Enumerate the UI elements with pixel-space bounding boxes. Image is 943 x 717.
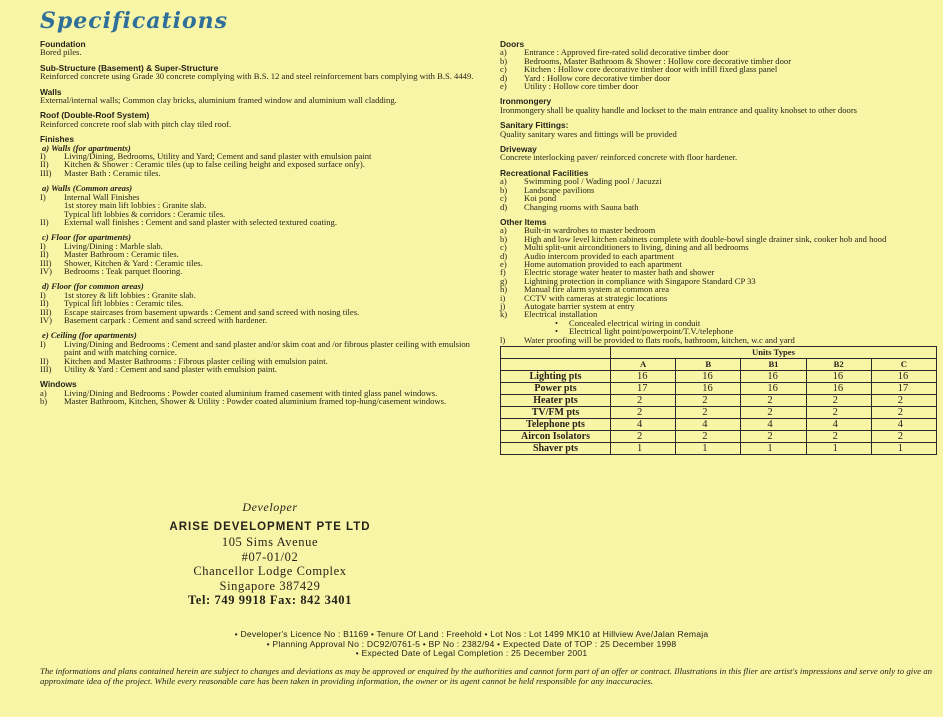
table-row <box>501 431 937 443</box>
table-cell: 4 <box>806 419 871 431</box>
item-label: a) <box>40 387 47 398</box>
column-header: A <box>611 359 676 371</box>
table-cell: 16 <box>806 371 871 383</box>
section-heading: Windows <box>40 379 77 390</box>
item-label: IV) <box>40 265 52 276</box>
table-cell: 2 <box>741 431 806 443</box>
bullet-icon: • <box>555 317 559 328</box>
table-row <box>501 407 937 419</box>
section-text: Ironmongery shall be quality handle and lockset to the main entrance and quality knobset to other doors <box>500 104 858 115</box>
table-cell: 1 <box>871 443 936 455</box>
subsection-heading: a) Walls (for apartments) <box>42 142 131 153</box>
table-cell: 16 <box>741 371 806 383</box>
section-heading: Roof (Double-Roof System) <box>40 110 150 121</box>
item-text: Living/Dining, Bedrooms, Utility and Yard; Cement and sand plaster with emulsion paint <box>64 151 372 162</box>
left-column <box>40 40 480 413</box>
table-cell: 2 <box>806 431 871 443</box>
item-text: Electrical light point/powerpoint/T.V./telephone <box>569 326 734 337</box>
item-label: IV) <box>40 314 52 325</box>
developer-block <box>120 500 420 608</box>
item-label: I) <box>40 338 46 349</box>
item-text: Utility & Yard : Cement and sand plaster with emulsion paint. <box>64 364 277 374</box>
table-cell: 4 <box>741 419 806 431</box>
info-line: • Planning Approval No : DC92/0761-5 • BP No : 2382/94 • Expected Date of TOP : 25 December 1998 <box>266 638 677 649</box>
table-cell: 1 <box>611 443 676 455</box>
table-cell: 2 <box>676 407 741 419</box>
table-header-row <box>501 347 937 359</box>
section-text: External/internal walls; Common clay bricks, aluminium framed window and aluminium wall cladding. <box>40 95 397 106</box>
item-text: Master Bath : Ceramic tiles. <box>64 167 161 178</box>
subsection-heading: a) Walls (Common areas) <box>42 183 133 194</box>
item-text: Bedrooms, Master Bathroom & Shower : Hollow core decorative timber door <box>524 55 792 66</box>
item-label: III) <box>40 167 52 178</box>
section-heading: Foundation <box>40 39 86 49</box>
units-table <box>500 346 937 455</box>
column-header: B1 <box>741 359 806 371</box>
item-text: Basement carpark : Cement and sand screed with hardener. <box>64 314 268 325</box>
address-line: 105 Sims Avenue <box>221 535 319 549</box>
table-corner-cell <box>501 359 611 371</box>
table-cell: 2 <box>871 407 936 419</box>
item-text: 1st storey & lift lobbies : Granite slab. <box>64 289 196 300</box>
item-text: Kitchen : Hollow core decorative timber door with infill fixed glass panel <box>524 64 778 75</box>
table-row <box>501 419 937 431</box>
item-text: Entrance : Approved fire-rated solid decorative timber door <box>524 47 729 58</box>
item-text: Bedrooms : Teak parquet flooring. <box>64 265 183 276</box>
doors-section <box>500 40 940 90</box>
item-text: Built-in wardrobes to master bedroom <box>524 225 656 236</box>
item-text: 1st storey main lift lobbies : Granite slab. <box>64 200 207 211</box>
item-text: Manual fire alarm system at common area <box>524 284 670 295</box>
foundation-section <box>40 40 480 57</box>
item-label: g) <box>500 275 508 286</box>
table-row <box>501 395 937 407</box>
table-cell: 2 <box>611 431 676 443</box>
table-cell: 16 <box>806 383 871 395</box>
item-label: h) <box>500 284 508 295</box>
item-text: Changing rooms with Sauna bath <box>524 201 639 212</box>
item-text: Typical lift lobbies : Ceramic tiles. <box>64 298 184 309</box>
row-label: Aircon Isolators <box>501 431 611 443</box>
item-text: Escape staircases from basement upwards : Cement and sand screed with nosing tiles. <box>64 306 360 317</box>
section-heading: Recreational Facilities <box>500 167 589 178</box>
item-label: b) <box>40 396 48 407</box>
section-heading: Driveway <box>500 144 537 155</box>
item-label: I) <box>40 240 46 251</box>
list-item <box>500 310 940 318</box>
table-row <box>501 383 937 395</box>
item-text: Typical lift lobbies & corridors : Ceramic tiles. <box>64 208 226 219</box>
item-text: Lightning protection in compliance with Singapore Standard CP 33 <box>524 275 756 286</box>
column-header: C <box>871 359 936 371</box>
row-label: TV/FM pts <box>501 407 611 419</box>
column-header: B2 <box>806 359 871 371</box>
item-text: Living/Dining : Marble slab. <box>64 240 163 251</box>
item-text: Shower, Kitchen & Yard : Ceramic tiles. <box>64 257 203 268</box>
item-text: Utility : Hollow core timber door <box>524 81 639 92</box>
table-cell: 1 <box>676 443 741 455</box>
item-label: d) <box>500 72 508 83</box>
section-text: Reinforced concrete roof slab with pitch clay tiled roof. <box>40 118 232 129</box>
address-line: Chancellor Lodge Complex <box>193 564 347 578</box>
project-info <box>0 630 943 659</box>
section-text: Bored piles. <box>40 47 82 58</box>
recreational-section <box>500 169 940 211</box>
table-cell: 16 <box>611 371 676 383</box>
item-text: Yard : Hollow core decorative timber door <box>524 72 671 83</box>
item-label: e) <box>500 81 507 92</box>
item-text: Living/Dining and Bedrooms : Cement and sand plaster and/or skim coat and /or fibrous plaster ceiling with emulsion paint and with matching cornice. <box>64 338 470 358</box>
address-line: Singapore 387429 <box>219 578 321 593</box>
table-cell: 4 <box>676 419 741 431</box>
item-text: Living/Dining and Bedrooms : Powder coated aluminium framed casement with tinted glass panel windows. <box>64 387 438 398</box>
walls-common-section <box>40 184 480 226</box>
item-text: Home automation provided to each apartment <box>524 258 682 269</box>
item-label: a) <box>500 225 507 236</box>
table-cell: 17 <box>871 383 936 395</box>
item-label: I) <box>40 191 46 202</box>
substructure-section <box>40 64 480 81</box>
item-label: II) <box>40 298 49 309</box>
item-text: Multi split-unit airconditioners to living, dining and all bedrooms <box>524 242 749 253</box>
item-label: k) <box>500 309 508 320</box>
item-text: Electric storage water heater to master bath and shower <box>524 267 715 278</box>
item-label: II) <box>40 216 49 227</box>
item-text: Kitchen and Master Bathrooms : Fibrous plaster ceiling with emulsion paint. <box>64 355 328 366</box>
subsection-heading: e) Ceiling (for apartments) <box>42 330 137 341</box>
item-label <box>40 201 64 209</box>
item-text: External wall finishes : Cement and sand plaster with selected textured coating. <box>64 216 338 227</box>
item-text: Master Bathroom : Ceramic tiles. <box>64 249 179 260</box>
table-cell: 2 <box>611 407 676 419</box>
table-row <box>501 371 937 383</box>
row-label: Heater pts <box>501 395 611 407</box>
units-types-header: Units Types <box>611 347 937 359</box>
subsection-heading: d) Floor (for common areas) <box>42 281 144 292</box>
floor-common-section <box>40 282 480 324</box>
ceiling-section <box>40 331 480 373</box>
list-item <box>40 340 480 357</box>
row-label: Power pts <box>501 383 611 395</box>
item-label: I) <box>40 151 46 162</box>
walls-apartments-section <box>40 144 480 178</box>
list-item <box>500 186 940 194</box>
item-text: CCTV with cameras at strategic locations <box>524 292 668 303</box>
section-heading: Walls <box>40 86 62 97</box>
item-label: II) <box>40 159 49 170</box>
item-label: III) <box>40 306 52 317</box>
right-column <box>500 40 940 351</box>
list-item <box>500 82 940 90</box>
list-item <box>500 203 940 211</box>
company-name: ARISE DEVELOPMENT PTE LTD <box>169 521 371 533</box>
item-text: Kitchen & Shower : Ceramic tiles (up to false ceiling height and exposed surface only). <box>64 159 365 170</box>
table-cell: 16 <box>676 371 741 383</box>
sanitary-section <box>500 121 940 138</box>
other-items-section <box>500 218 940 344</box>
section-heading: Ironmongery <box>500 96 552 107</box>
list-item <box>40 316 480 324</box>
table-cell: 1 <box>806 443 871 455</box>
table-cell: 4 <box>611 419 676 431</box>
row-label: Telephone pts <box>501 419 611 431</box>
item-text: Master Bathroom, Kitchen, Shower & Utility : Powder coated aluminium framed top-hung/casement windows. <box>64 396 447 407</box>
table-cell: 2 <box>741 395 806 407</box>
item-label: II) <box>40 355 49 366</box>
item-text: Landscape pavilions <box>524 184 595 195</box>
table-row <box>501 443 937 455</box>
roof-section <box>40 111 480 128</box>
item-label: a) <box>500 47 507 58</box>
list-item <box>40 218 480 226</box>
section-heading: Sub-Structure (Basement) & Super-Structure <box>40 62 219 73</box>
windows-section <box>40 380 480 405</box>
list-item <box>500 336 940 344</box>
item-label: b) <box>500 184 508 195</box>
list-item <box>40 397 480 405</box>
bullet-icon: • <box>555 326 559 337</box>
finishes-heading: Finishes <box>40 134 74 145</box>
table-cell: 2 <box>676 395 741 407</box>
table-cell: 17 <box>611 383 676 395</box>
row-label: Lighting pts <box>501 371 611 383</box>
item-label: b) <box>500 233 508 244</box>
list-item <box>40 365 480 373</box>
item-label: j) <box>500 300 506 311</box>
table-cell: 2 <box>871 395 936 407</box>
column-header: B <box>676 359 741 371</box>
item-text: Electrical installation <box>524 309 598 320</box>
item-label: f) <box>500 267 506 278</box>
item-text: Internal Wall Finishes <box>64 191 140 202</box>
list-item <box>40 267 480 275</box>
section-heading: Other Items <box>500 216 547 227</box>
address-line: #07-01/02 <box>241 549 299 564</box>
item-text: Concealed electrical wiring in conduit <box>569 317 701 328</box>
table-cell: 16 <box>871 371 936 383</box>
item-text: High and low level kitchen cabinets complete with double-bowl single drainer sink, cooker hob and hood <box>524 233 887 244</box>
contact-line: Tel: 749 9918 Fax: 842 3401 <box>188 593 352 607</box>
item-text: Swimming pool / Wading pool / Jacuzzi <box>524 176 662 187</box>
section-text: Concrete interlocking paver/ reinforced concrete with floor hardener. <box>500 152 738 163</box>
item-label: I) <box>40 289 46 300</box>
walls-section <box>40 88 480 105</box>
list-item <box>40 169 480 177</box>
subsection-heading: c) Floor (for apartments) <box>42 232 132 243</box>
item-label: c) <box>500 193 507 204</box>
table-cell: 2 <box>741 407 806 419</box>
item-label: i) <box>500 292 506 303</box>
table-header-row <box>501 359 937 371</box>
section-heading: Doors <box>500 39 525 49</box>
ironmongery-section <box>500 97 940 114</box>
item-label: II) <box>40 249 49 260</box>
table-cell: 16 <box>676 383 741 395</box>
developer-label: Developer <box>242 500 298 514</box>
item-label: d) <box>500 250 508 261</box>
item-label: l) <box>500 334 506 345</box>
item-label: a) <box>500 176 507 187</box>
table-cell: 2 <box>806 395 871 407</box>
table-cell: 2 <box>676 431 741 443</box>
item-label: d) <box>500 201 508 212</box>
item-label: III) <box>40 257 52 268</box>
item-text: Water proofing will be provided to flats roofs, bathroom, kitchen, w.c and yard <box>524 334 795 345</box>
item-label: c) <box>500 242 507 253</box>
driveway-section <box>500 145 940 162</box>
row-label: Shaver pts <box>501 443 611 455</box>
info-line: • Developer's Licence No : B1169 • Tenure Of Land : Freehold • Lot Nos : Lot 1499 MK10 at Hillview Ave/Jalan Remaja <box>234 629 709 639</box>
table-cell: 1 <box>741 443 806 455</box>
table-cell: 16 <box>741 383 806 395</box>
section-text: Reinforced concrete using Grade 30 concrete complying with B.S. 12 and steel reinforcement bars complying with B.S. 4449. <box>40 71 474 82</box>
item-label: c) <box>500 64 507 75</box>
page-title: Specifications <box>40 8 229 34</box>
table-cell: 2 <box>871 431 936 443</box>
item-label: III) <box>40 364 52 374</box>
item-label: b) <box>500 55 508 66</box>
item-label: e) <box>500 258 507 269</box>
item-text: Koi pond <box>524 193 557 204</box>
table-cell: 2 <box>806 407 871 419</box>
section-heading: Sanitary Fittings: <box>500 120 569 131</box>
table-cell: 4 <box>871 419 936 431</box>
info-line: • Expected Date of Legal Completion : 25 December 2001 <box>355 648 588 658</box>
floor-apartments-section <box>40 233 480 275</box>
table-cell: 2 <box>611 395 676 407</box>
item-text: Autogate barrier system at entry <box>524 300 635 311</box>
section-text: Quality sanitary wares and fittings will be provided <box>500 128 677 139</box>
table-corner-cell <box>501 347 611 359</box>
item-text: Audio intercom provided to each apartment <box>524 250 675 261</box>
disclaimer: The informations and plans contained herein are subject to changes and deviations as may be approved or enquired by the authorities and cannot form part of an offer or contract. Illustrations in this flier are artist's impressions and serve only to give an approximate idea of the project. While every reasonable care has been taken in providing information, the owner or its agent cannot be held responsible for any inaccuracies. <box>40 666 932 686</box>
